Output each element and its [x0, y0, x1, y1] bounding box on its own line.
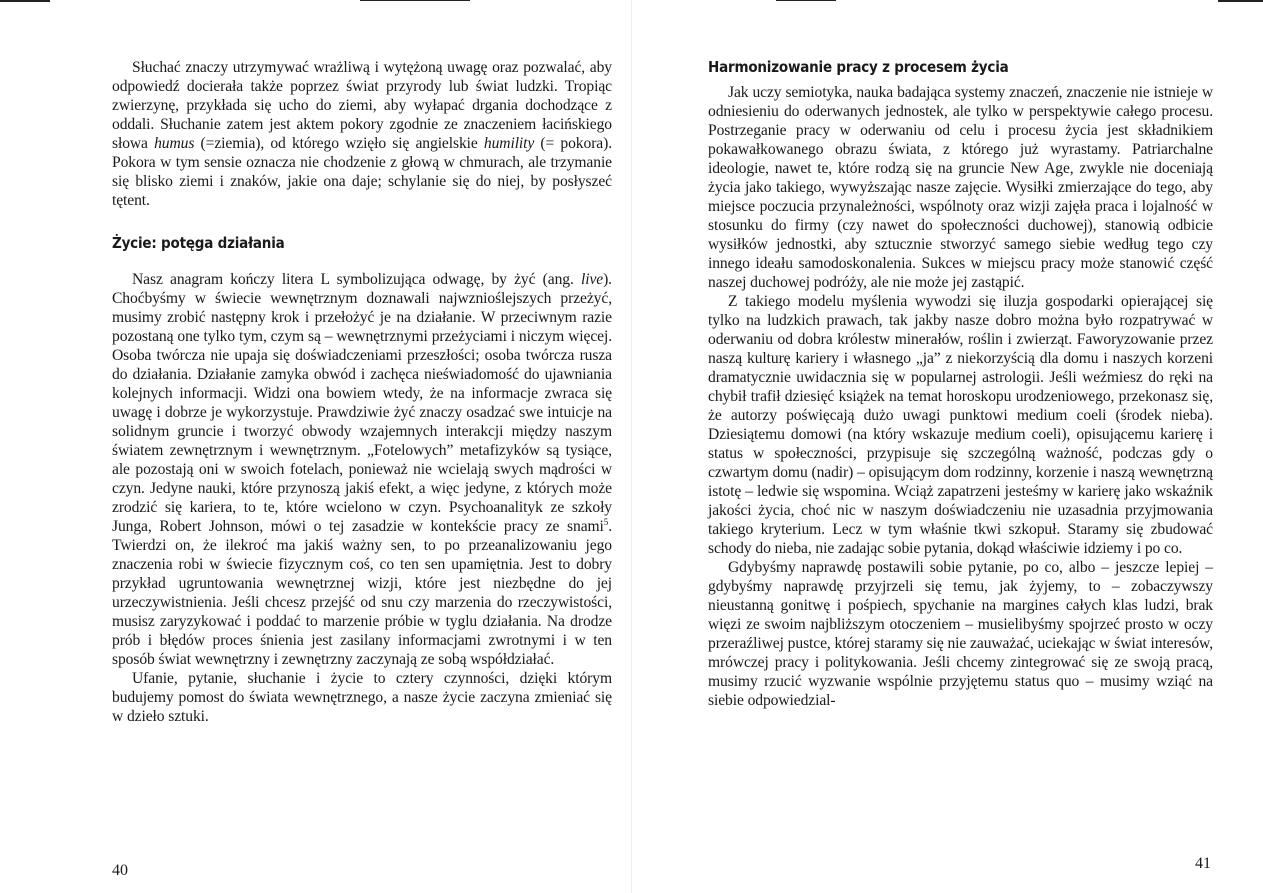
- left-section-heading: Życie: potęga działania: [112, 234, 285, 252]
- right-page-number: 41: [1195, 855, 1211, 872]
- left-p2-text-a: ). Choćbyśmy w świecie wewnętrznym doznawali najwznioślejszych przeżyć, musimy zrobić następny krok i przełożyć je na działanie. W przeciwnym razie pozostaną one tylko tym, czym są – wewnętrznymi przeżyciami i niczym więcej. Osoba twórcza nie upaja się doświadczeniami przeszłości; osoba twórcza rusza do działania. Działanie zamyka obwód i zachęca nieświadomość do ujawniania kolejnych informacji. Widzi ona bowiem wtedy, że na informacje zwraca się uwagę i dobrze je wykorzystuje. Prawdziwie żyć znaczy osadzać swe intuicje na solidnym gruncie i tworzyć obwody wzajemnych interakcji między naszym światem zewnętrznym i wewnętrznym. „Fotelowych” metafizyków są tysiące, ale pozostają oni w swoich fotelach, ponieważ nie wcielają swych mądrości w czyn. Jedyne nauki, które przynoszą jakiś efekt, a więc jedyne, z których może zrodzić się kariera, to te, które wcielono w czyn. Psychoanalityk ze szkoły Junga, Robert Johnson, mówi o tej zasadzie w kontekście pracy ze snami: [112, 271, 612, 535]
- left-p1-text-mid: (=ziemia), od którego wzięło się angielskie: [194, 135, 484, 152]
- left-paragraph-1: [112, 58, 612, 210]
- left-page: [0, 0, 631, 893]
- left-p2-italic-live: live: [580, 271, 604, 288]
- right-page: [632, 0, 1263, 893]
- left-p1-text: Słuchać znaczy utrzymywać wrażliwą i wytężoną uwagę oraz pozwalać, aby odpowiedź docierała także poprzez świat przyrody lub świat ludzki. Tropiąc zwierzynę, przykłada się ucho do ziemi, aby wyłapać drgania dochodzące z oddali. Słuchanie zatem jest aktem pokory zgodnie ze znaczeniem łacińskiego słowa: [112, 59, 612, 152]
- left-paragraph-2: [112, 270, 612, 669]
- left-page-number: 40: [112, 862, 128, 879]
- left-p2-text-b: . Twierdzi on, że ilekroć ma jakiś ważny sen, to po przeanalizowaniu jego znaczenia robi w świecie fizycznym coś, co ten sen upamiętnia. Jest to dobry przykład ugruntowania wewnętrznej wizji, które jest niezbędne do jej urzeczywistnienia. Jeśli chcesz przejść od snu czy marzenia do rzeczywistości, musisz zaryzykować i poddać to marzenie próbie w tyglu działania. Na drodze prób i błędów proces śnienia jest zasilany informacjami zwrotnymi i w ten sposób świat wewnętrzny i zewnętrzny zaczynają ze sobą współdziałać.: [112, 518, 612, 668]
- left-paragraph-3: Ufanie, pytanie, słuchanie i życie to cztery czynności, dzięki którym budujemy pomost do świata wewnętrznego, a nasze życie zaczyna zmieniać się w dzieło sztuki.: [112, 670, 612, 725]
- left-p1-italic-humility: humility: [483, 135, 535, 152]
- left-p2-text-start: Nasz anagram kończy litera L symbolizująca odwagę, by żyć (ang.: [132, 271, 581, 288]
- right-paragraph-3: Gdybyśmy naprawdę postawili sobie pytanie, po co, albo – jeszcze lepiej – gdybyśmy naprawdę przyjrzeli się temu, jak żyjemy, to – zobaczywszy nieustanną gonitwę i pośpiech, spychanie na margines całych klas ludzi, brak więzi ze swoim najbliższym otoczeniem – musielibyśmy spojrzeć prosto w oczy przeraźliwej pustce, której staramy się nie zauważać, uciekając w świat interesów, mrówczej pracy i politykowania. Jeśli chcemy zintegrować się ze swoją pracą, musimy rzucić wyzwanie wspólnie przyjętemu status quo – musimy wziąć na siebie odpowiedzial-: [708, 559, 1213, 709]
- right-paragraph-2: Z takiego modelu myślenia wywodzi się iluzja gospodarki opierającej się tylko na ludzkich prawach, tak jakby nasze dobro można było rozpatrywać w oderwaniu od dobra królestw minerałów, roślin i zwierząt. Faworyzowanie przez naszą kulturę kariery i własnego „ja” z niekorzyścią dla domu i naszych korzeni dramatycznie uwidacznia się w popularnej astrologii. Jeśli weźmiesz do ręki na chybił trafił dziesięć książek na temat horoskopu urodzeniowego, przekonasz się, że autorzy poświęcają dużo uwagi punktowi medium coeli (środek nieba). Dziesiątemu domowi (na który wskazuje medium coeli), opisującemu karierę i status w społeczności, przypisuje się szczególną ważność, podczas gdy o czwartym domu (nadir) – opisującym dom rodzinny, korzenie i naszą wewnętrzną istotę – ledwie się wspomina. Wciąż zapatrzeni jesteśmy w karierę jako wskaźnik jakości życia, choć nic w naszym doświadczeniu nie uzasadnia przyjmowania takiego kryterium. Lecz w tym właśnie tkwi szkopuł. Staramy się zbudować schody do nieba, nie zadając sobie pytania, dokąd właściwie idziemy i po co.: [708, 293, 1213, 557]
- left-p1-text-end: (= pokora). Pokora w tym sensie oznacza nie chodzenie z głową w chmurach, ale trzymanie się blisko ziemi i znaków, jakie ona daje; schylanie się do niej, by posłyszeć tętent.: [112, 135, 612, 209]
- left-p1-italic-humus: humus: [154, 135, 195, 152]
- right-paragraph-1: Jak uczy semiotyka, nauka badająca systemy znaczeń, znaczenie nie istnieje w odniesieniu do oderwanych jednostek, ale tylko w perspektywie całego procesu. Postrzeganie pracy w oderwaniu od celu i procesu życia jest składnikiem pokawałkowanego obrazu świata, z którego już wyrastamy. Patriarchalne ideologie, nawet te, które rodzą się na gruncie New Age, zwykle nie doceniają życia jako takiego, wywyższając nasze zajęcie. Wysiłki zmierzające do tego, aby miejsce poczucia przynależności, wspólnoty oraz wizji zajęła praca i lojalność w stosunku do firmy (czy nawet do społeczności duchowej), stanowią odbicie wysiłków jednostki, aby sztucznie stworzyć samego siebie według tego czy innego ideału samodoskonalenia. Sukces w miejscu pracy może stanowić część naszej duchowej podróży, ale nie może jej zastąpić.: [708, 84, 1213, 291]
- right-text-column: [708, 58, 1213, 710]
- footnote-reference: 5: [603, 516, 609, 527]
- right-section-heading: Harmonizowanie pracy z procesem życia: [708, 58, 1009, 76]
- left-text-column: [112, 58, 612, 726]
